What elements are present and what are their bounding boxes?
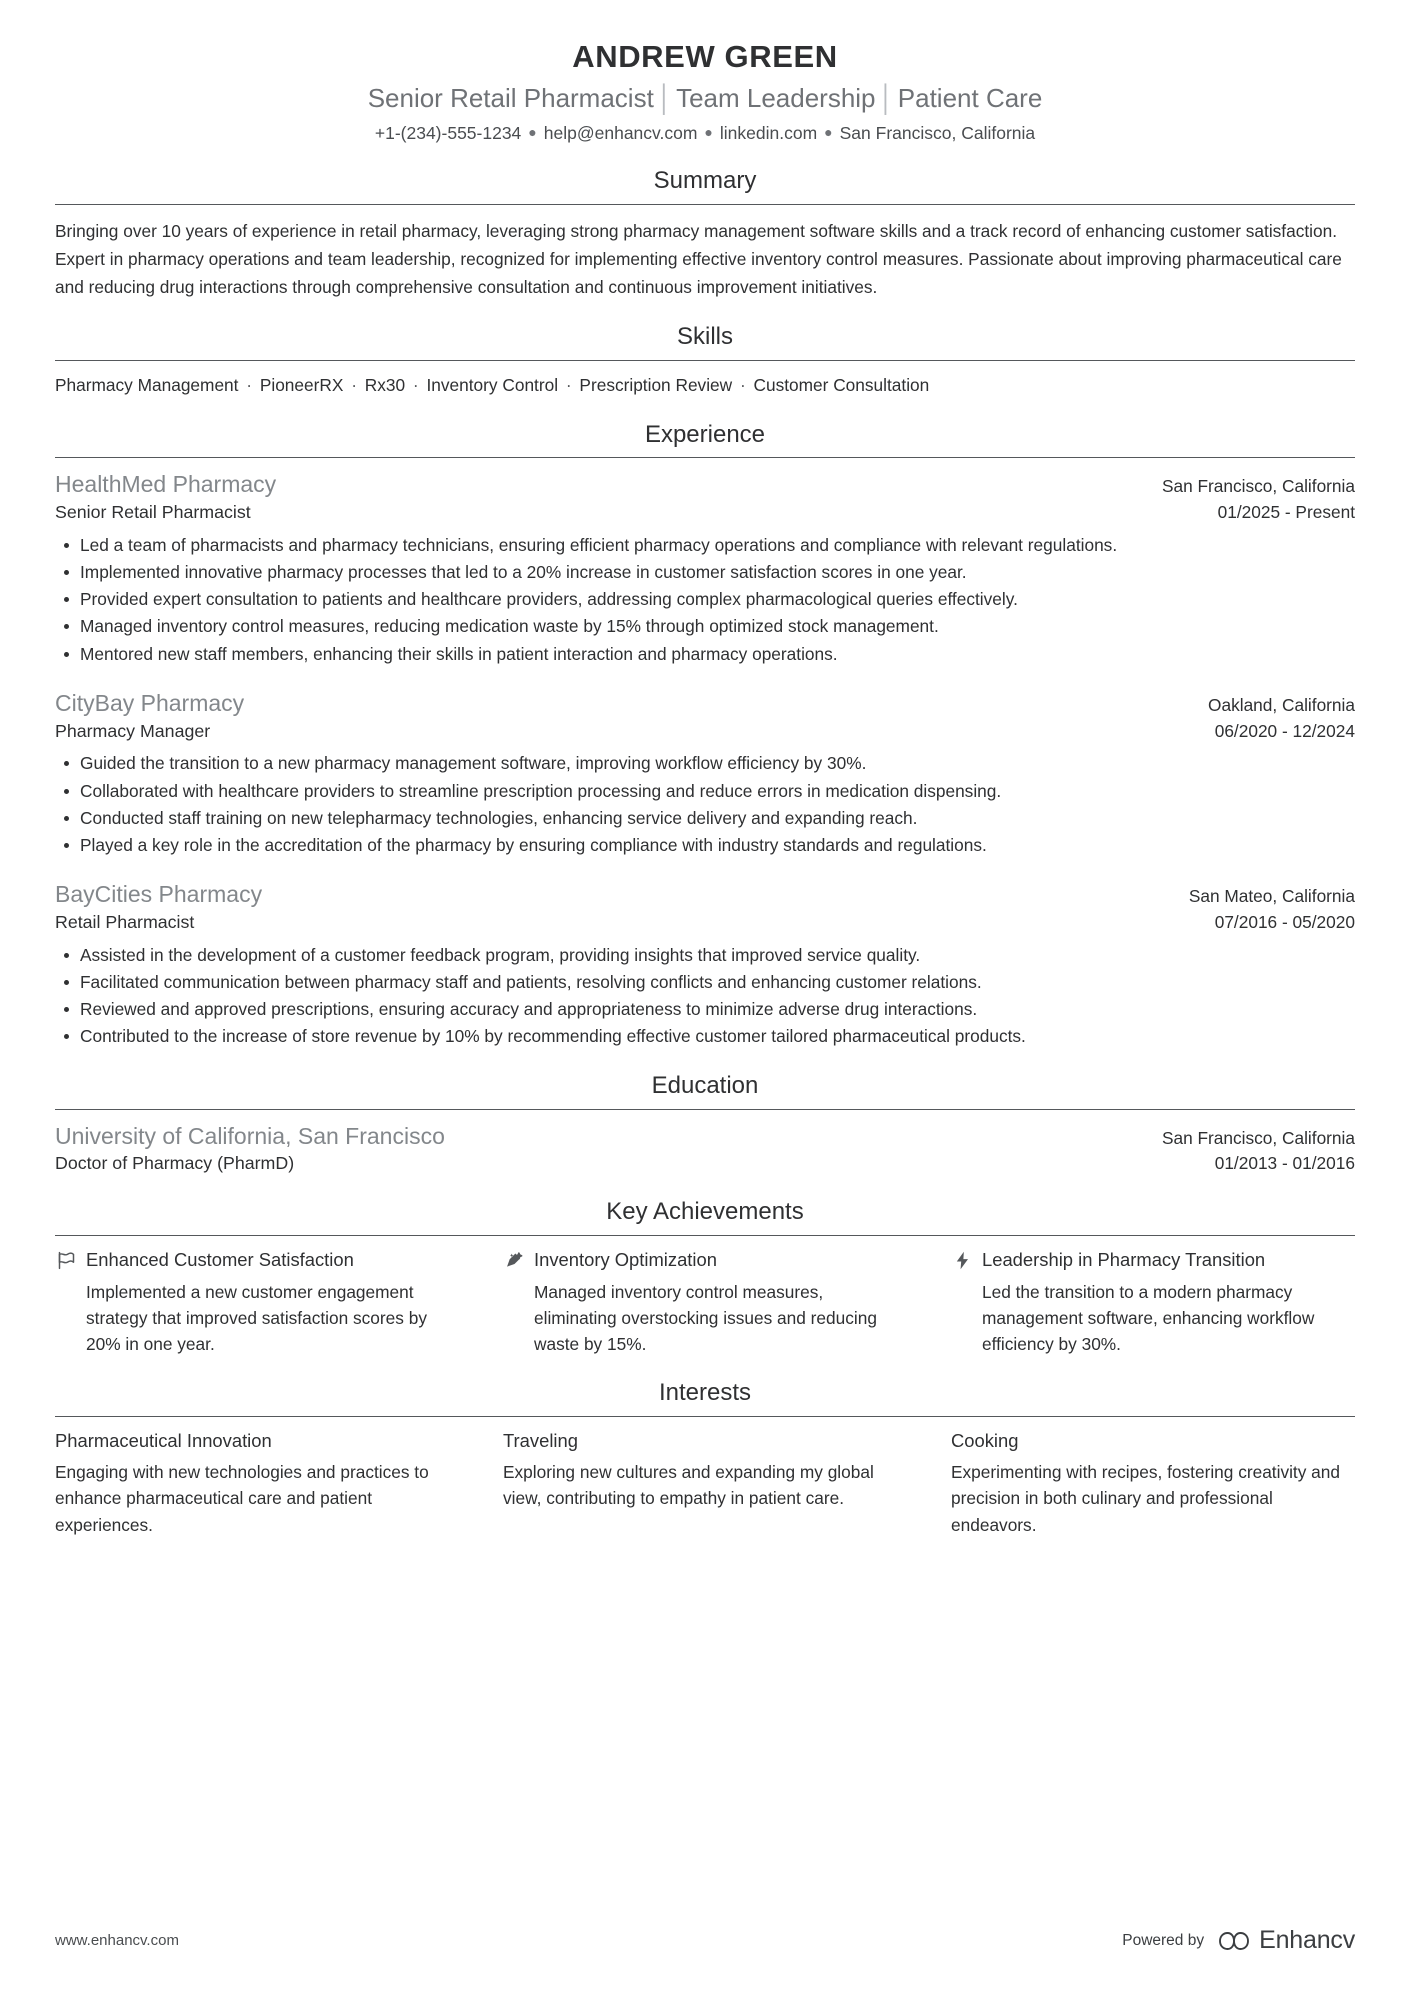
degree-title: Doctor of Pharmacy (PharmD) [55, 1153, 295, 1174]
resume-header [55, 38, 1355, 145]
responsibility-item: Managed inventory control measures, reducing medication waste by 15% through optimized stock management. [55, 613, 1355, 639]
achievement-header [951, 1248, 1355, 1274]
skill-item: Pharmacy Management [55, 374, 239, 395]
interest-title: Traveling [503, 1430, 578, 1452]
skill-separator: · [408, 374, 424, 395]
experience-entries [55, 470, 1355, 1049]
section-rule-skills [55, 360, 1355, 361]
contact-separator-2: ● [704, 124, 713, 141]
education-dates: 01/2013 - 01/2016 [1214, 1153, 1355, 1174]
skill-separator: · [241, 374, 257, 395]
education-entry-subheader [55, 1151, 1355, 1175]
headline-divider-1: │ [656, 82, 674, 113]
school-name: University of California, San Francisco [55, 1122, 445, 1149]
contact-location: San Francisco, California [839, 123, 1036, 144]
achievement-header [503, 1248, 907, 1274]
interest-title: Cooking [951, 1430, 1019, 1452]
contact-separator-1: ● [528, 124, 537, 141]
section-title-interests: Interests [658, 1379, 752, 1407]
responsibility-list [55, 750, 1355, 858]
section-title-summary: Summary [653, 167, 757, 194]
lightning-bolt-icon [951, 1248, 973, 1274]
experience-dates: 06/2020 - 12/2024 [1214, 720, 1355, 741]
interest-item [55, 1429, 503, 1538]
candidate-name: ANDREW GREEN [572, 39, 838, 74]
experience-dates: 07/2016 - 05/2020 [1214, 912, 1355, 933]
achievement-title: Inventory Optimization [534, 1248, 717, 1270]
responsibility-item: Contributed to the increase of store revenue by 10% by recommending effective customer tailored pharmaceutical products. [55, 1023, 1355, 1049]
contact-email[interactable]: help@enhancv.com [543, 123, 698, 144]
responsibility-item: Assisted in the development of a customer feedback program, providing insights that improved service quality. [55, 942, 1355, 968]
experience-location: San Francisco, California [1161, 476, 1355, 497]
section-title-skills: Skills [676, 322, 733, 350]
responsibility-item: Guided the transition to a new pharmacy management software, improving workflow efficiency by 30%. [55, 750, 1355, 776]
experience-dates: 01/2025 - Present [1217, 502, 1355, 523]
section-skills [55, 323, 1355, 399]
section-rule-education [55, 1109, 1355, 1110]
responsibility-item: Implemented innovative pharmacy processes that led to a 20% increase in customer satisfaction scores in one year. [55, 559, 1355, 585]
enhancv-mark-icon [1217, 1930, 1251, 1952]
interest-description: Experimenting with recipes, fostering creativity and precision in both culinary and professional endeavors. [951, 1462, 1341, 1535]
footer-website-link[interactable]: www.enhancv.com [55, 1932, 179, 1949]
job-title: Pharmacy Manager [55, 720, 211, 741]
skills-list [55, 373, 1355, 399]
enhancv-logo [1217, 1928, 1355, 1953]
experience-entry [55, 880, 1355, 1049]
experience-entry-subheader [55, 910, 1355, 934]
company-name: BayCities Pharmacy [55, 881, 263, 908]
responsibility-item: Mentored new staff members, enhancing their skills in patient interaction and pharmacy operations. [55, 641, 1355, 667]
section-experience [55, 421, 1355, 1050]
responsibility-item: Conducted staff training on new telepharmacy technologies, enhancing service delivery and expanding reach. [55, 805, 1355, 831]
job-title: Senior Retail Pharmacist [55, 502, 251, 523]
contact-separator-3: ● [824, 124, 833, 141]
section-rule-experience [55, 457, 1355, 458]
responsibility-item: Facilitated communication between pharmacy staff and patients, resolving conflicts and enhancing customer relations. [55, 969, 1355, 995]
achievement-title: Leadership in Pharmacy Transition [982, 1248, 1266, 1270]
powered-by-label: Powered by [1122, 1931, 1205, 1949]
responsibility-list [55, 532, 1355, 667]
experience-location: San Mateo, California [1188, 886, 1355, 907]
section-education [55, 1072, 1355, 1176]
education-location: San Francisco, California [1161, 1127, 1355, 1148]
skill-separator: · [561, 374, 577, 395]
section-interests [55, 1379, 1355, 1538]
contact-line [55, 122, 1355, 145]
section-title-key-achievements: Key Achievements [606, 1197, 804, 1225]
achievement-title: Enhanced Customer Satisfaction [86, 1248, 354, 1270]
interest-description: Engaging with new technologies and practices to enhance pharmaceutical care and patient experiences. [55, 1462, 429, 1535]
section-rule-summary [55, 204, 1355, 205]
education-entry-header [55, 1122, 1355, 1152]
section-rule-key-achievements [55, 1235, 1355, 1236]
interest-description: Exploring new cultures and expanding my global view, contributing to empathy in patient care. [503, 1462, 874, 1509]
headline-divider-2: │ [878, 82, 895, 113]
interest-columns [55, 1429, 1355, 1538]
experience-entry-subheader [55, 719, 1355, 743]
job-title: Retail Pharmacist [55, 912, 195, 933]
skill-item: Prescription Review [579, 374, 733, 395]
flag-icon [55, 1248, 77, 1274]
headline-part-2: Team Leadership [676, 82, 876, 113]
skill-item: PioneerRX [259, 374, 344, 395]
experience-entry [55, 470, 1355, 667]
achievement-columns [55, 1248, 1355, 1358]
skill-item: Customer Consultation [753, 374, 930, 395]
magic-wand-icon [503, 1248, 525, 1274]
headline-part-3: Patient Care [897, 82, 1043, 113]
headline-part-1: Senior Retail Pharmacist [367, 82, 654, 113]
skill-separator: · [346, 374, 362, 395]
experience-entry-header [55, 470, 1355, 500]
achievement-description: Implemented a new customer engagement strategy that improved satisfaction scores by 20% in one year. [86, 1281, 427, 1355]
footer-branding [1122, 1928, 1355, 1953]
section-title-experience: Experience [644, 420, 766, 448]
summary-text: Bringing over 10 years of experience in retail pharmacy, leveraging strong pharmacy management software skills and a track record of enhancing customer satisfaction. Expert in pharmacy operations and team leadership, recognized for implementing effective inventory control measures. Passionate about improving pharmaceutical care and reducing drug interactions through comprehensive consultation and continuous improvement initiatives. [55, 220, 1342, 297]
achievement-header [55, 1248, 459, 1274]
section-rule-interests [55, 1416, 1355, 1417]
interest-title: Pharmaceutical Innovation [55, 1430, 272, 1452]
skill-separator: · [735, 374, 751, 395]
experience-entry-subheader [55, 500, 1355, 524]
responsibility-item: Led a team of pharmacists and pharmacy technicians, ensuring efficient pharmacy operations and compliance with relevant regulations. [55, 532, 1355, 558]
skill-item: Inventory Control [426, 374, 559, 395]
experience-location: Oakland, California [1208, 695, 1355, 716]
achievement-item [503, 1248, 951, 1358]
responsibility-item: Collaborated with healthcare providers to streamline prescription processing and reduce errors in medication dispensing. [55, 778, 1355, 804]
contact-linkedin[interactable]: linkedin.com [719, 123, 818, 144]
interest-item [951, 1429, 1355, 1538]
company-name: HealthMed Pharmacy [55, 471, 277, 498]
company-name: CityBay Pharmacy [55, 690, 245, 717]
responsibility-item: Provided expert consultation to patients and healthcare providers, addressing complex pharmacological queries effectively. [55, 586, 1355, 612]
achievement-item [55, 1248, 503, 1358]
section-title-education: Education [651, 1071, 759, 1099]
skill-item: Rx30 [364, 374, 406, 395]
education-entry [55, 1122, 1355, 1176]
responsibility-item: Played a key role in the accreditation of the pharmacy by ensuring compliance with industry standards and regulations. [55, 832, 1355, 858]
achievement-description: Led the transition to a modern pharmacy management software, enhancing workflow efficiency by 30%. [982, 1281, 1315, 1355]
interest-item [503, 1429, 951, 1538]
experience-entry [55, 689, 1355, 858]
contact-phone: +1-(234)-555-1234 [374, 123, 522, 144]
experience-entry-header [55, 880, 1355, 910]
section-summary [55, 167, 1355, 301]
candidate-headline [55, 82, 1355, 115]
responsibility-list [55, 942, 1355, 1050]
page-footer [55, 1928, 1355, 1953]
section-key-achievements [55, 1198, 1355, 1358]
education-entries [55, 1122, 1355, 1176]
enhancv-wordmark: Enhancv [1259, 1926, 1355, 1954]
achievement-item [951, 1248, 1355, 1358]
responsibility-item: Reviewed and approved prescriptions, ensuring accuracy and appropriateness to minimize adverse drug interactions. [55, 996, 1355, 1022]
achievement-description: Managed inventory control measures, eliminating overstocking issues and reducing waste by 15%. [534, 1281, 877, 1355]
experience-entry-header [55, 689, 1355, 719]
